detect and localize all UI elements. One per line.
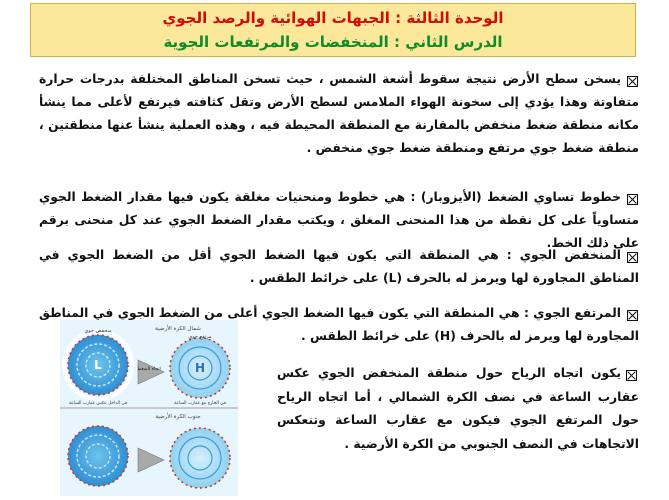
letter-l: L <box>94 358 102 372</box>
paragraph-text: المرتفع الجوي : هي المنطقة التي يكون فيها الضغط الجوي أعلى من الضغط الجوي في المناطق المجاورة لها ويرمز له بالحرف (H) على خرائط الطقس . <box>39 306 639 343</box>
gradient-label: اتجاه الضغط <box>137 367 161 372</box>
paragraph-text: المنخفض الجوي : هي المنطقة التي يكون فيها الضغط الجوي أقل من الضغط الجوي في المناطق المجاورة لها ويرمز له بالحرف (L) على خرائط الطقس . <box>39 248 639 285</box>
wind-direction-diagram <box>60 320 238 496</box>
south-label: جنوب الكرة الأرضية <box>155 414 201 420</box>
unit-title: الوحدة الثالثة : الجبهات الهوائية والرصد الجوي <box>162 9 504 27</box>
lesson-header <box>30 3 636 57</box>
ccw-label: في الداخل عكس عقارب الساعة <box>68 401 128 406</box>
paragraph-wind-direction <box>277 362 639 456</box>
north-low-cyclone <box>64 328 132 399</box>
cw-label: في الخارج مع عقارب الساعة <box>174 401 226 406</box>
lesson-title: الدرس الثاني : المنخفضات والمرتفعات الجوية <box>163 33 503 51</box>
low-label: منخفض جوي <box>84 328 112 334</box>
south-high-anticyclone <box>170 428 230 488</box>
high-label: مرتفع جوي <box>188 334 212 340</box>
paragraph-pressure-formation <box>39 68 639 160</box>
paragraph-text: خطوط تساوي الضغط (الأيزوبار) : هي خطوط ومنحنيات مغلقة يكون فيها مقدار الضغط الجوي متساوياً على كل نقطة من هذا المنحنى المغلق ، ويكتب مقدار الضغط الجوي عند كل منحنى برقم على ذلك الخط. <box>39 190 639 250</box>
paragraph-low-pressure <box>39 244 639 290</box>
north-label: شمال الكرة الأرضية <box>155 326 201 332</box>
paragraph-text: يكون اتجاه الرياح حول منطقة المنخفض الجوي عكس عقارب الساعة في نصف الكرة الشمالي ، أما اتجاه الرياح حول المرتفع الجوي فيكون مع عقارب الساعة وتنعكس الاتجاهات في النصف الجنوبي من الكرة الأرضية . <box>277 366 639 451</box>
letter-h: H <box>194 361 206 375</box>
south-low-cyclone <box>68 426 128 486</box>
paragraph-text: يسخن سطح الأرض نتيجة سقوط أشعة الشمس ، حيث تسخن المناطق المختلفة بدرجات حرارة متفاوتة وهذا يؤدي إلى سخونة الهواء الملامس لسطح الأرض وتقل كثافته فيرتفع لأعلى مما ينشأ مكانه منطقة ضغط منخفض بالمقارنة مع المنطقة المحيطة فيه ، وهذه العملية ينشأ عنها منطقتين ، منطقة ضغط جوي مرتفع ومنطقة ضغط جوي منخفض . <box>39 72 639 155</box>
